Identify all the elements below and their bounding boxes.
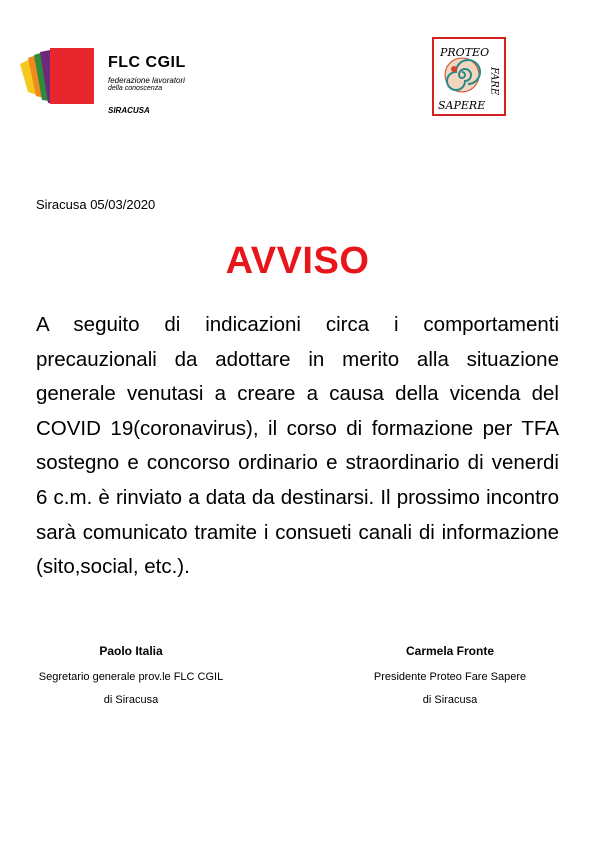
notice-body: A seguito di indicazioni circa i comportamenti precauzionali da adottare in merito alla situazione generale venutasi a creare a causa della vicenda del COVID 19(coronavirus), il corso di formazione per TFA sostegno e concorso ordinario e straordinario di venerdi 6 c.m. è rinviato a data da destinarsi. Il prossimo incontro sarà comunicato tramite i consueti canali di informazione (sito,social, etc.).: [36, 313, 559, 579]
document-date: Siracusa 05/03/2020: [36, 197, 156, 212]
flc-flags-icon: [18, 46, 98, 106]
signature-name: Paolo Italia: [99, 644, 163, 658]
signature-name: Carmela Fronte: [405, 644, 495, 658]
flc-logo-city: SIRACUSA: [108, 106, 150, 115]
proteo-logo-side-text: FARE: [488, 67, 500, 96]
signature-role: Presidente Proteo Fare Sapere: [373, 671, 527, 683]
signature-place: di Siracusa: [103, 694, 159, 706]
flc-logo-name: FLC CGIL: [108, 54, 186, 71]
notice-title: AVVISO: [225, 240, 370, 282]
signature-role: Segretario generale prov.le FLC CGIL: [38, 671, 224, 683]
flc-cgil-logo: [18, 46, 198, 120]
flc-logo-subtitle: federazione lavoratori: [108, 76, 185, 85]
proteo-logo-top-text: PROTEO: [440, 46, 490, 59]
proteo-logo-graphic: [434, 39, 504, 114]
proteo-logo-bottom-text: SAPERE: [438, 99, 486, 112]
proteo-fare-sapere-logo: [432, 37, 506, 116]
signature-place: di Siracusa: [422, 694, 478, 706]
signature-right: [360, 644, 540, 706]
signature-left: [36, 644, 226, 706]
flc-logo-subtitle-2: della conoscenza: [108, 85, 163, 92]
